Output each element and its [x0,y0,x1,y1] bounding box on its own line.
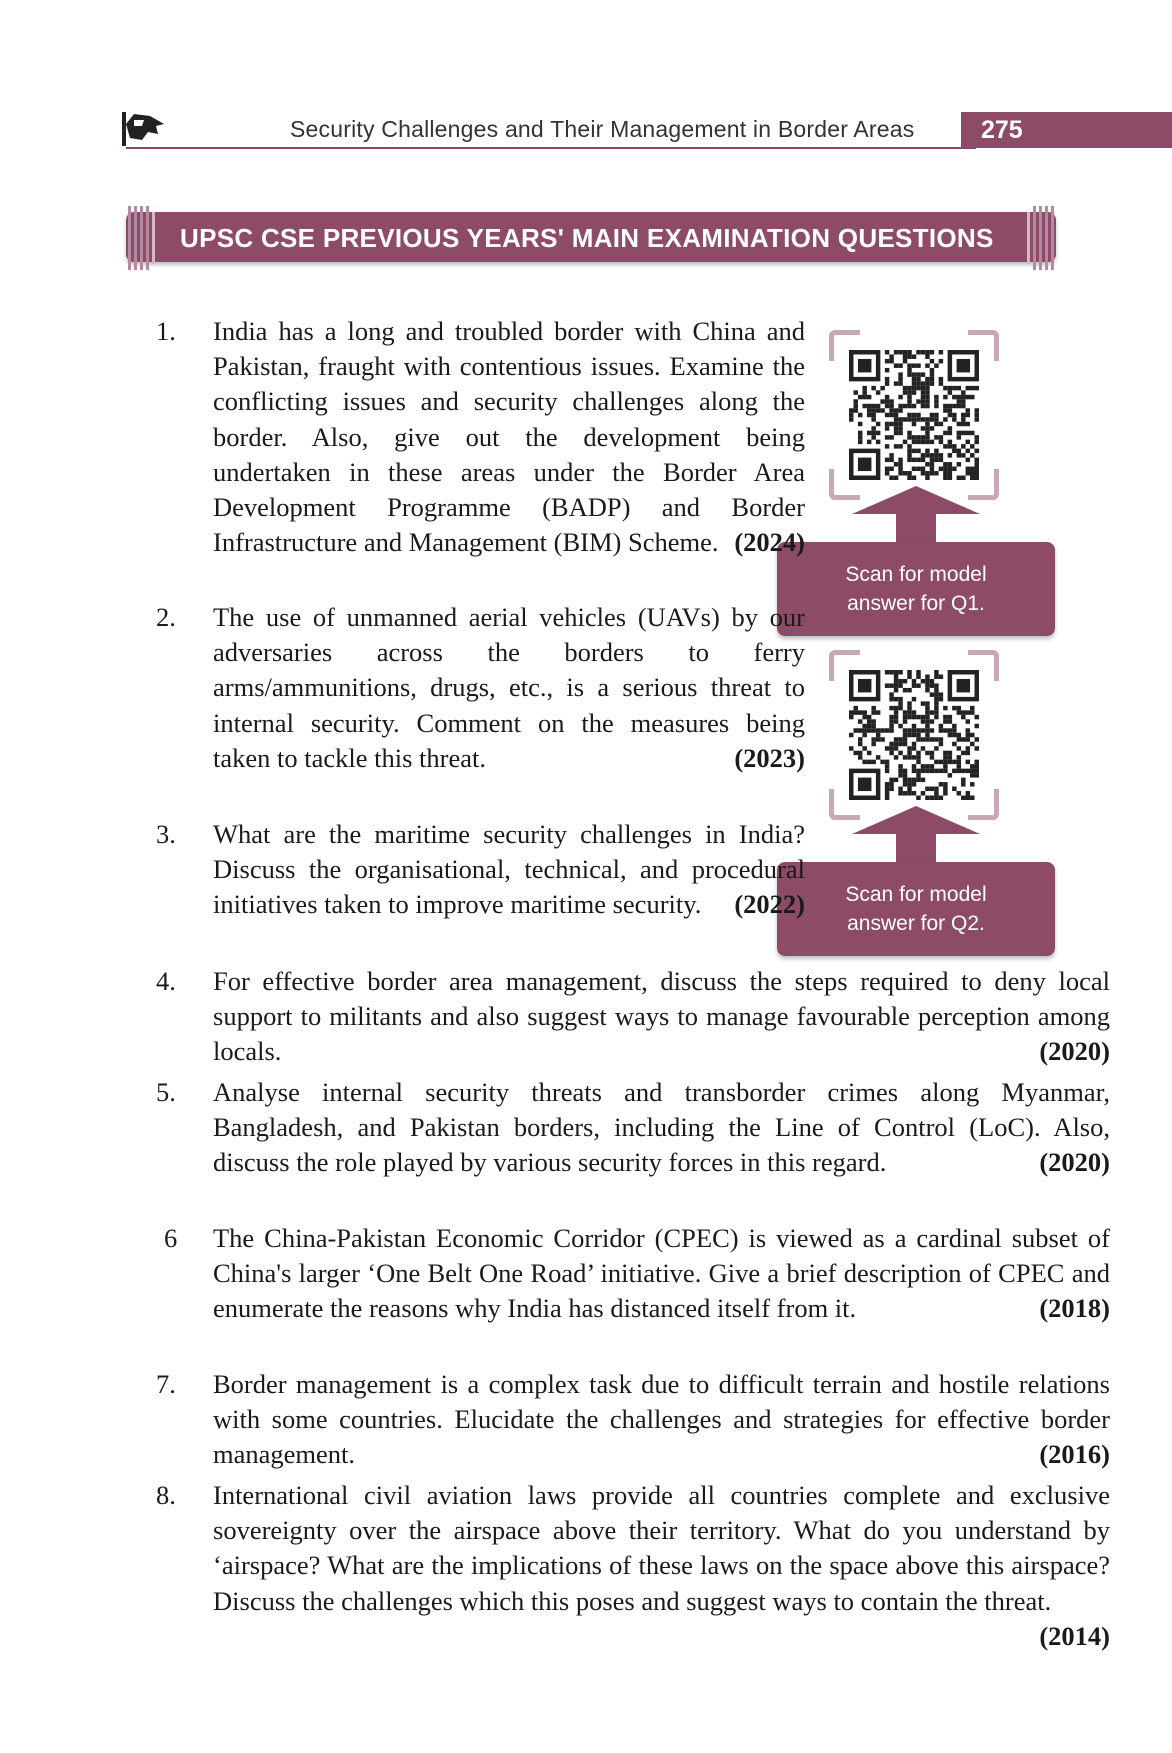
question-year: (2018) [1039,1293,1110,1324]
qr-label-text: Scan for model answer for Q1. [845,563,987,615]
question-number: 5. [156,1077,176,1107]
question-text-block [213,600,805,776]
qr-frame [829,330,999,500]
question-number: 6 [164,1223,178,1253]
question-text: What are the maritime security challenges in India? Discuss the organisational, technical, and procedural initiatives taken to improve maritime security. [213,819,805,920]
qr-code-icon[interactable] [849,670,979,800]
question-text: Analyse internal security threats and transborder crimes along Myanmar, Bangladesh, and Pakistan borders, including the Line of Control (LoC). Also, discuss the role played by various security forces in this regard. [213,1077,1110,1178]
question-text: For effective border area management, discuss the steps required to deny local support to militants and also suggest ways to manage favourable perception among locals. [213,966,1110,1067]
question-text: The China-Pakistan Economic Corridor (CPEC) is viewed as a cardinal subset of China's larger ‘One Belt One Road’ initiative. Give a brief description of CPEC and enumerate the reasons why India has distanced itself from it. [213,1223,1110,1324]
question-year: (2014) [1039,1620,1110,1651]
banner-title: UPSC CSE PREVIOUS YEARS' MAIN EXAMINATION QUESTIONS [180,223,994,253]
question-number: 4. [156,966,176,996]
question-text-block [213,1367,1110,1473]
qr-code-icon[interactable] [849,350,979,480]
question-text-block [213,1075,1110,1181]
question-text-block [213,1221,1110,1327]
qr-label-text: Scan for model answer for Q2. [845,883,987,935]
question-number: 7. [156,1369,176,1399]
question-text: International civil aviation laws provide all countries complete and exclusive sovereignty over the airspace above their territory. What do you understand by ‘airspace? What are the implications of these laws on the space above this airspace? Discuss the challenges which this poses and suggest ways to contain the threat. [213,1480,1110,1616]
section-banner [126,206,1056,270]
qr-frame [829,650,999,820]
banner-cap-left-icon [126,206,162,270]
question-text-block [213,817,805,923]
question-number: 3. [156,819,176,849]
running-header-title: Security Challenges and Their Management in Border Areas [290,116,915,142]
question-number: 2. [156,602,176,632]
header-rule [126,147,976,149]
question-year: (2022) [734,889,805,920]
question-text: Border management is a complex task due to difficult terrain and hostile relations with some countries. Elucidate the challenges and strategies for effective border management. [213,1369,1110,1470]
question-year: (2020) [1039,1147,1110,1178]
question-year: (2024) [734,527,805,558]
qr-label-q1 [777,542,1055,636]
question-year: (2023) [734,742,805,773]
question-text-block [213,964,1110,1070]
question-number: 1. [156,316,176,346]
question-number: 8. [156,1480,176,1510]
question-text-block [213,1478,1110,1654]
qr-label-q2 [777,862,1055,956]
question-text: India has a long and troubled border with China and Pakistan, fraught with contentious issues. Examine the conflicting issues and security challenges along the border. Also, give out the development being undertaken in these areas under the Border Area Development Programme (BADP) and Border Infrastructure and Management (BIM) Scheme. [213,316,805,558]
page-number: 275 [961,112,1172,148]
question-year: (2016) [1039,1439,1110,1470]
question-year: (2020) [1039,1036,1110,1067]
question-text-block [213,314,805,560]
banner-cap-right-icon [1020,206,1056,270]
soldier-silhouette-icon [120,108,170,148]
question-text: The use of unmanned aerial vehicles (UAVs) by our adversaries across the borders to ferry arms/ammunitions, drugs, etc., is a serious threat to internal security. Comment on the measures being taken to tackle this threat. [213,602,805,773]
